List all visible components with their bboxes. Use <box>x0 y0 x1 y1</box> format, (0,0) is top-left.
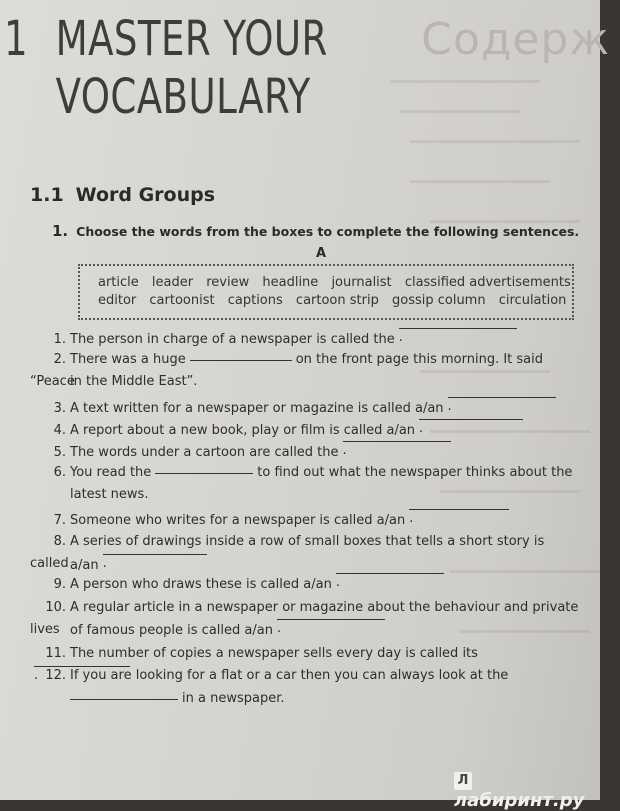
question-text: A person who draws these is called a/an <box>70 577 332 592</box>
word-box-row-2 <box>98 293 575 308</box>
answer-blank[interactable] <box>336 572 444 574</box>
answer-blank[interactable] <box>419 418 523 420</box>
answer-blank[interactable] <box>409 508 509 510</box>
word-item: review <box>206 275 250 290</box>
question-12-line-2 <box>30 688 620 710</box>
chapter-title <box>4 10 328 126</box>
question-text-cont: of famous people is called a/an <box>70 623 273 638</box>
question-10-line-2 <box>30 618 620 642</box>
watermark-text: лабиринт.ру <box>454 790 585 811</box>
question-text: Someone who writes for a newspaper is called a/an <box>70 513 406 528</box>
question-number: 4. <box>53 423 66 438</box>
question-number: 10. <box>45 600 66 615</box>
answer-blank[interactable] <box>277 618 385 620</box>
instruction-text: Choose the words from the boxes to complete the following sentences. <box>76 224 580 239</box>
question-4 <box>30 418 580 442</box>
section-number: 1.1 <box>30 184 64 206</box>
question-text: The words under a cartoon are called the <box>70 445 339 460</box>
question-5 <box>30 440 580 464</box>
question-text-cont: on the front page this morning. It said “Peace <box>30 352 544 389</box>
word-item: cartoon strip <box>295 293 379 308</box>
question-6-line-2: latest news. <box>70 487 149 502</box>
question-number: 11. <box>45 646 66 661</box>
word-item: headline <box>262 275 319 290</box>
show-through-heading: Содерж <box>421 14 610 65</box>
question-text: A text written for a newspaper or magazine is called a/an <box>70 401 444 416</box>
word-box-row-1 <box>98 275 580 290</box>
question-2-line-2: in the Middle East”. <box>70 374 198 389</box>
question-text: If you are looking for a flat or a car then you can always look at the <box>70 668 509 683</box>
chapter-title-line-2: VOCABULARY <box>55 69 311 125</box>
question-number: 2. <box>53 352 66 367</box>
question-number: 12. <box>45 668 66 683</box>
question-number: 1. <box>53 332 66 347</box>
chapter-title-line-1: MASTER YOUR <box>55 11 328 67</box>
question-1 <box>30 327 580 351</box>
word-item: editor <box>98 293 137 308</box>
word-box-label: A <box>316 246 327 261</box>
answer-blank[interactable] <box>155 472 253 474</box>
answer-blank[interactable] <box>70 698 178 700</box>
question-3 <box>30 396 580 420</box>
answer-blank[interactable] <box>103 553 207 555</box>
labirint-logo-icon: Л <box>454 772 472 790</box>
exercise-number: 1. <box>52 222 69 240</box>
question-text: The number of copies a newspaper sells every day is called its <box>70 646 478 661</box>
question-6 <box>30 462 580 484</box>
word-item: article <box>98 275 139 290</box>
word-item: circulation <box>498 293 567 308</box>
question-text: A report about a new book, play or film is called a/an <box>70 423 416 438</box>
question-text: There was a huge <box>70 352 186 367</box>
question-text: The person in charge of a newspaper is called the <box>70 332 395 347</box>
word-item: cartoonist <box>149 293 215 308</box>
word-item: journalist <box>331 275 392 290</box>
word-item: gossip column <box>391 293 486 308</box>
chapter-number: 1 <box>4 11 29 67</box>
answer-blank[interactable] <box>399 327 517 329</box>
answer-blank[interactable] <box>343 440 451 442</box>
watermark-logo <box>454 768 600 811</box>
question-12 <box>30 665 580 687</box>
exercise-instruction <box>52 222 579 240</box>
question-number: 7. <box>53 513 66 528</box>
answer-blank[interactable] <box>190 359 292 361</box>
section-title: Word Groups <box>75 184 216 206</box>
question-number: 5. <box>53 445 66 460</box>
word-item: leader <box>151 275 194 290</box>
question-7 <box>30 508 580 532</box>
word-item: classified advertisements <box>404 275 571 290</box>
answer-blank[interactable] <box>448 396 556 398</box>
question-9 <box>30 572 580 596</box>
question-text-cont: in a newspaper. <box>182 691 285 706</box>
question-number: 9. <box>53 577 66 592</box>
question-text-cont: to find out what the newspaper thinks about the <box>257 465 573 480</box>
question-text: A series of drawings inside a row of small boxes that tells a short story is called <box>30 534 545 571</box>
word-box <box>78 264 574 320</box>
question-text-cont: a/an <box>70 558 99 573</box>
word-item: captions <box>227 293 283 308</box>
question-text: You read the <box>70 465 152 480</box>
question-number: 8. <box>53 534 66 549</box>
question-number: 6. <box>53 465 66 480</box>
question-number: 3. <box>53 401 66 416</box>
question-text: A regular article in a newspaper or magazine about the behaviour and private lives <box>30 600 579 637</box>
section-heading <box>30 184 215 206</box>
